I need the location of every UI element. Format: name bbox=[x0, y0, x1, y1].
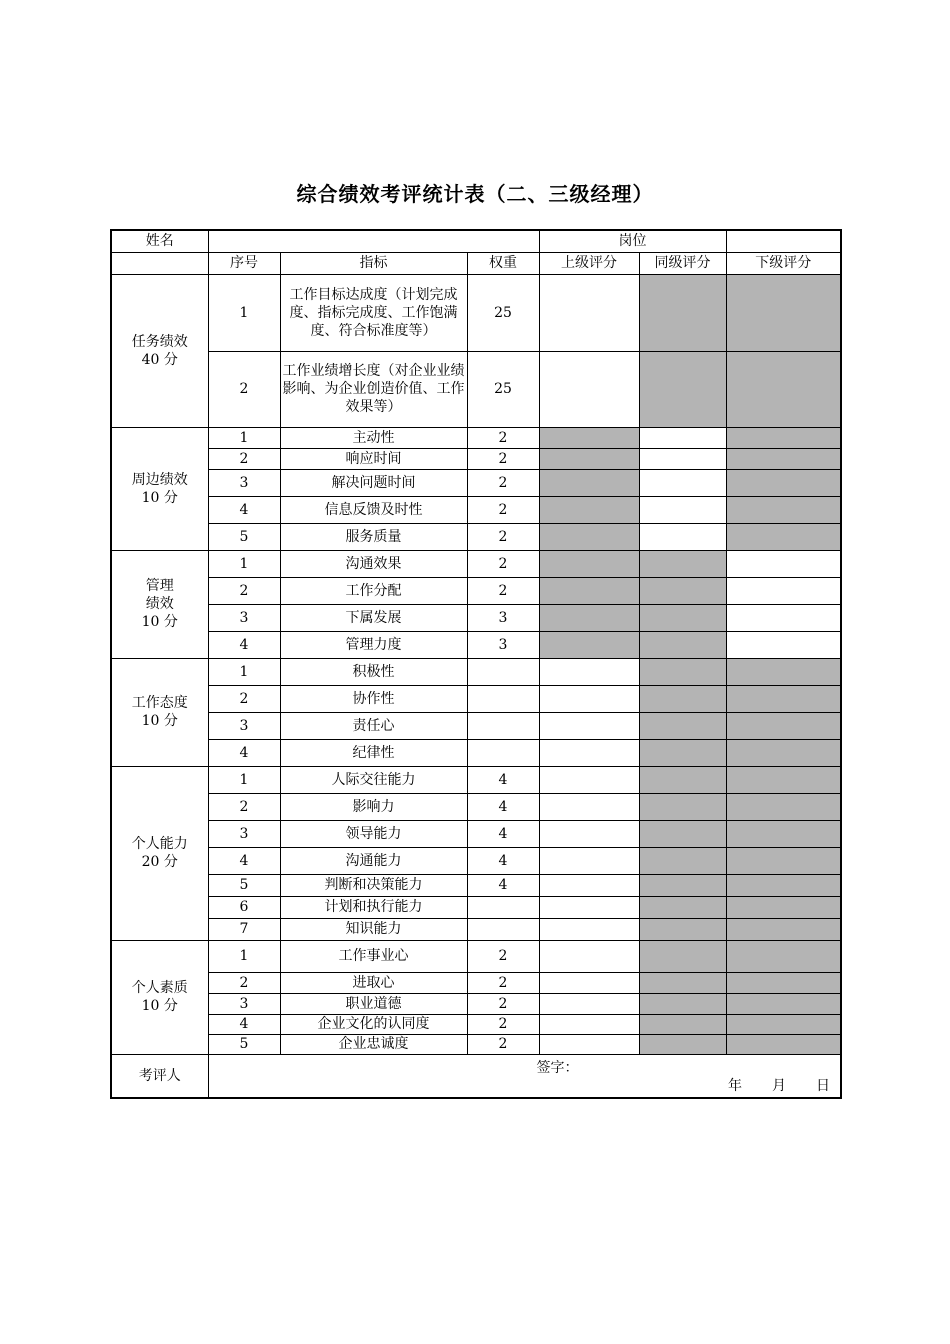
item-weight: 2 bbox=[467, 469, 539, 496]
peer-score-cell bbox=[639, 274, 726, 351]
header-row-columns bbox=[111, 252, 841, 274]
position-label: 岗位 bbox=[539, 230, 726, 252]
item-weight bbox=[467, 739, 539, 766]
subordinate-score-cell bbox=[726, 496, 841, 523]
subordinate-score-cell bbox=[726, 820, 841, 847]
item-indicator: 沟通能力 bbox=[280, 847, 467, 874]
item-index: 2 bbox=[208, 685, 280, 712]
table-row bbox=[111, 685, 841, 712]
table-row bbox=[111, 427, 841, 448]
item-index: 7 bbox=[208, 918, 280, 940]
superior-score-cell bbox=[539, 604, 639, 631]
month-label: 月 bbox=[772, 1078, 787, 1094]
group-label-task: 任务绩效 40 分 bbox=[111, 274, 208, 427]
item-indicator: 知识能力 bbox=[280, 918, 467, 940]
subordinate-score-cell bbox=[726, 940, 841, 972]
item-weight: 2 bbox=[467, 427, 539, 448]
superior-score-cell[interactable] bbox=[539, 351, 639, 427]
item-index: 5 bbox=[208, 874, 280, 896]
item-index: 6 bbox=[208, 896, 280, 918]
col-subordinate-header: 下级评分 bbox=[726, 252, 841, 274]
item-weight: 25 bbox=[467, 351, 539, 427]
item-index: 2 bbox=[208, 351, 280, 427]
superior-score-cell bbox=[539, 577, 639, 604]
item-indicator: 工作事业心 bbox=[280, 940, 467, 972]
item-weight: 2 bbox=[467, 448, 539, 469]
table-row bbox=[111, 274, 841, 351]
group-label-attitude: 工作态度 10 分 bbox=[111, 658, 208, 766]
header-row-top bbox=[111, 230, 841, 252]
subordinate-score-cell[interactable] bbox=[726, 604, 841, 631]
table-row bbox=[111, 918, 841, 940]
col-peer-header: 同级评分 bbox=[639, 252, 726, 274]
group-label-quality: 个人素质 10 分 bbox=[111, 940, 208, 1054]
item-weight: 4 bbox=[467, 847, 539, 874]
peer-score-cell bbox=[639, 604, 726, 631]
superior-score-cell[interactable] bbox=[539, 685, 639, 712]
item-indicator: 工作业绩增长度（对企业业绩影响、为企业创造价值、工作效果等） bbox=[280, 351, 467, 427]
table-row bbox=[111, 874, 841, 896]
item-indicator: 人际交往能力 bbox=[280, 766, 467, 793]
reviewer-label: 考评人 bbox=[111, 1054, 208, 1098]
superior-score-cell[interactable] bbox=[539, 918, 639, 940]
item-indicator: 责任心 bbox=[280, 712, 467, 739]
subordinate-score-cell[interactable] bbox=[726, 631, 841, 658]
table-row bbox=[111, 766, 841, 793]
subordinate-score-cell bbox=[726, 896, 841, 918]
item-weight: 3 bbox=[467, 604, 539, 631]
item-indicator: 解决问题时间 bbox=[280, 469, 467, 496]
subordinate-score-cell bbox=[726, 993, 841, 1014]
group-label-ability: 个人能力 20 分 bbox=[111, 766, 208, 940]
item-weight: 25 bbox=[467, 274, 539, 351]
item-index: 1 bbox=[208, 274, 280, 351]
peer-score-cell bbox=[639, 658, 726, 685]
item-index: 1 bbox=[208, 940, 280, 972]
peer-score-cell bbox=[639, 739, 726, 766]
subordinate-score-cell bbox=[726, 1014, 841, 1034]
col-indicator-header: 指标 bbox=[280, 252, 467, 274]
name-label: 姓名 bbox=[111, 230, 208, 252]
superior-score-cell[interactable] bbox=[539, 896, 639, 918]
peer-score-cell bbox=[639, 1014, 726, 1034]
name-field[interactable] bbox=[208, 230, 539, 252]
subordinate-score-cell bbox=[726, 274, 841, 351]
item-weight bbox=[467, 896, 539, 918]
item-index: 2 bbox=[208, 448, 280, 469]
table-row bbox=[111, 820, 841, 847]
col-weight-header: 权重 bbox=[467, 252, 539, 274]
subordinate-score-cell[interactable] bbox=[726, 550, 841, 577]
table-row bbox=[111, 604, 841, 631]
peer-score-cell bbox=[639, 577, 726, 604]
item-weight bbox=[467, 685, 539, 712]
subordinate-score-cell bbox=[726, 918, 841, 940]
item-indicator: 判断和决策能力 bbox=[280, 874, 467, 896]
peer-score-cell bbox=[639, 874, 726, 896]
peer-score-cell bbox=[639, 631, 726, 658]
superior-score-cell[interactable] bbox=[539, 820, 639, 847]
item-index: 4 bbox=[208, 496, 280, 523]
subordinate-score-cell bbox=[726, 685, 841, 712]
table-row bbox=[111, 1034, 841, 1054]
signature-area[interactable] bbox=[208, 1054, 841, 1098]
superior-score-cell[interactable] bbox=[539, 274, 639, 351]
superior-score-cell[interactable] bbox=[539, 874, 639, 896]
peer-score-cell bbox=[639, 550, 726, 577]
position-field[interactable] bbox=[726, 230, 841, 252]
superior-score-cell bbox=[539, 496, 639, 523]
group-label-peripheral: 周边绩效 10 分 bbox=[111, 427, 208, 550]
table-row bbox=[111, 523, 841, 550]
table-row bbox=[111, 1014, 841, 1034]
item-weight: 3 bbox=[467, 631, 539, 658]
peer-score-cell bbox=[639, 972, 726, 993]
item-index: 4 bbox=[208, 631, 280, 658]
item-weight bbox=[467, 712, 539, 739]
superior-score-cell[interactable] bbox=[539, 1014, 639, 1034]
col-superior-header: 上级评分 bbox=[539, 252, 639, 274]
year-label: 年 bbox=[728, 1078, 743, 1094]
superior-score-cell bbox=[539, 550, 639, 577]
item-weight: 2 bbox=[467, 550, 539, 577]
group-header-blank bbox=[111, 252, 208, 274]
item-weight: 4 bbox=[467, 793, 539, 820]
peer-score-cell bbox=[639, 793, 726, 820]
table-row bbox=[111, 469, 841, 496]
subordinate-score-cell bbox=[726, 793, 841, 820]
item-index: 1 bbox=[208, 427, 280, 448]
peer-score-cell bbox=[639, 896, 726, 918]
reviewer-row bbox=[111, 1054, 841, 1098]
peer-score-cell[interactable] bbox=[639, 496, 726, 523]
subordinate-score-cell bbox=[726, 1034, 841, 1054]
table-row bbox=[111, 550, 841, 577]
subordinate-score-cell bbox=[726, 972, 841, 993]
item-index: 5 bbox=[208, 523, 280, 550]
subordinate-score-cell bbox=[726, 523, 841, 550]
day-label: 日 bbox=[816, 1078, 831, 1094]
peer-score-cell bbox=[639, 685, 726, 712]
item-index: 3 bbox=[208, 604, 280, 631]
superior-score-cell[interactable] bbox=[539, 972, 639, 993]
table-row bbox=[111, 448, 841, 469]
subordinate-score-cell[interactable] bbox=[726, 577, 841, 604]
table-row bbox=[111, 739, 841, 766]
superior-score-cell bbox=[539, 631, 639, 658]
table-row bbox=[111, 940, 841, 972]
item-index: 3 bbox=[208, 993, 280, 1014]
item-indicator: 企业文化的认同度 bbox=[280, 1014, 467, 1034]
peer-score-cell bbox=[639, 820, 726, 847]
item-indicator: 下属发展 bbox=[280, 604, 467, 631]
table-row bbox=[111, 712, 841, 739]
peer-score-cell[interactable] bbox=[639, 448, 726, 469]
item-indicator: 沟通效果 bbox=[280, 550, 467, 577]
item-index: 3 bbox=[208, 820, 280, 847]
item-weight: 4 bbox=[467, 874, 539, 896]
item-weight: 2 bbox=[467, 993, 539, 1014]
date-line bbox=[698, 1077, 830, 1095]
table-row bbox=[111, 793, 841, 820]
item-indicator: 纪律性 bbox=[280, 739, 467, 766]
table-row bbox=[111, 496, 841, 523]
peer-score-cell bbox=[639, 918, 726, 940]
subordinate-score-cell bbox=[726, 427, 841, 448]
superior-score-cell[interactable] bbox=[539, 940, 639, 972]
item-indicator: 企业忠诚度 bbox=[280, 1034, 467, 1054]
peer-score-cell bbox=[639, 993, 726, 1014]
subordinate-score-cell bbox=[726, 874, 841, 896]
subordinate-score-cell bbox=[726, 658, 841, 685]
table-row bbox=[111, 658, 841, 685]
item-indicator: 影响力 bbox=[280, 793, 467, 820]
superior-score-cell[interactable] bbox=[539, 793, 639, 820]
item-weight: 2 bbox=[467, 1034, 539, 1054]
item-indicator: 协作性 bbox=[280, 685, 467, 712]
item-indicator: 职业道德 bbox=[280, 993, 467, 1014]
item-indicator: 信息反馈及时性 bbox=[280, 496, 467, 523]
superior-score-cell[interactable] bbox=[539, 993, 639, 1014]
item-weight: 2 bbox=[467, 1014, 539, 1034]
item-index: 3 bbox=[208, 712, 280, 739]
peer-score-cell[interactable] bbox=[639, 427, 726, 448]
item-weight bbox=[467, 658, 539, 685]
table-row bbox=[111, 577, 841, 604]
item-indicator: 领导能力 bbox=[280, 820, 467, 847]
item-indicator: 工作目标达成度（计划完成度、指标完成度、工作饱满度、符合标准度等） bbox=[280, 274, 467, 351]
superior-score-cell[interactable] bbox=[539, 1034, 639, 1054]
item-weight: 2 bbox=[467, 577, 539, 604]
item-index: 4 bbox=[208, 1014, 280, 1034]
item-index: 1 bbox=[208, 658, 280, 685]
peer-score-cell bbox=[639, 351, 726, 427]
peer-score-cell bbox=[639, 1034, 726, 1054]
evaluation-table bbox=[110, 229, 842, 1099]
subordinate-score-cell bbox=[726, 739, 841, 766]
superior-score-cell bbox=[539, 469, 639, 496]
item-indicator: 响应时间 bbox=[280, 448, 467, 469]
col-index-header: 序号 bbox=[208, 252, 280, 274]
peer-score-cell bbox=[639, 940, 726, 972]
peer-score-cell bbox=[639, 847, 726, 874]
superior-score-cell bbox=[539, 523, 639, 550]
table-row bbox=[111, 351, 841, 427]
table-row bbox=[111, 631, 841, 658]
subordinate-score-cell bbox=[726, 448, 841, 469]
item-index: 2 bbox=[208, 577, 280, 604]
subordinate-score-cell bbox=[726, 847, 841, 874]
item-weight: 2 bbox=[467, 972, 539, 993]
item-index: 4 bbox=[208, 847, 280, 874]
item-weight: 4 bbox=[467, 766, 539, 793]
table-row bbox=[111, 847, 841, 874]
superior-score-cell bbox=[539, 427, 639, 448]
subordinate-score-cell bbox=[726, 351, 841, 427]
superior-score-cell[interactable] bbox=[539, 847, 639, 874]
superior-score-cell[interactable] bbox=[539, 658, 639, 685]
superior-score-cell[interactable] bbox=[539, 766, 639, 793]
item-weight: 4 bbox=[467, 820, 539, 847]
item-index: 1 bbox=[208, 766, 280, 793]
table-row bbox=[111, 896, 841, 918]
table-row bbox=[111, 972, 841, 993]
peer-score-cell bbox=[639, 766, 726, 793]
superior-score-cell[interactable] bbox=[539, 712, 639, 739]
item-indicator: 积极性 bbox=[280, 658, 467, 685]
item-index: 4 bbox=[208, 739, 280, 766]
item-index: 3 bbox=[208, 469, 280, 496]
item-weight: 2 bbox=[467, 940, 539, 972]
subordinate-score-cell bbox=[726, 766, 841, 793]
peer-score-cell bbox=[639, 712, 726, 739]
item-index: 5 bbox=[208, 1034, 280, 1054]
item-indicator: 管理力度 bbox=[280, 631, 467, 658]
item-weight bbox=[467, 918, 539, 940]
item-index: 2 bbox=[208, 793, 280, 820]
table-body bbox=[111, 230, 841, 1098]
signature-label: 签字： bbox=[536, 1059, 579, 1076]
peer-score-cell[interactable] bbox=[639, 469, 726, 496]
table-row bbox=[111, 993, 841, 1014]
item-index: 1 bbox=[208, 550, 280, 577]
item-weight: 2 bbox=[467, 523, 539, 550]
item-index: 2 bbox=[208, 972, 280, 993]
item-indicator: 工作分配 bbox=[280, 577, 467, 604]
item-weight: 2 bbox=[467, 496, 539, 523]
superior-score-cell[interactable] bbox=[539, 739, 639, 766]
item-indicator: 计划和执行能力 bbox=[280, 896, 467, 918]
item-indicator: 主动性 bbox=[280, 427, 467, 448]
subordinate-score-cell bbox=[726, 712, 841, 739]
group-label-management: 管理 绩效 10 分 bbox=[111, 550, 208, 658]
page-title: 综合绩效考评统计表（二、三级经理） bbox=[296, 182, 654, 206]
item-indicator: 服务质量 bbox=[280, 523, 467, 550]
superior-score-cell bbox=[539, 448, 639, 469]
peer-score-cell[interactable] bbox=[639, 523, 726, 550]
item-indicator: 进取心 bbox=[280, 972, 467, 993]
subordinate-score-cell bbox=[726, 469, 841, 496]
